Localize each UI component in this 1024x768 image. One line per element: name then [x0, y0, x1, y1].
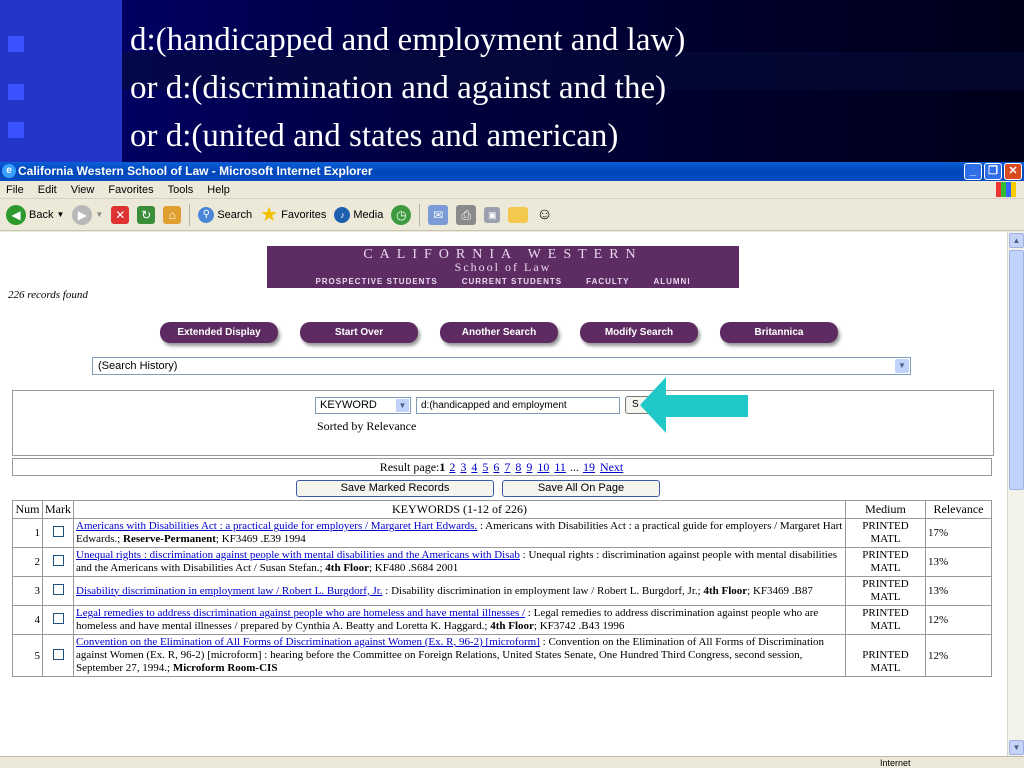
row-keywords — [74, 577, 846, 606]
search-panel — [12, 390, 994, 456]
col-relevance: Relevance — [926, 501, 992, 519]
banner-nav — [267, 277, 739, 286]
page-link[interactable]: 9 — [526, 460, 533, 474]
record-title-link[interactable]: Convention on the Elimination of All Forms of Discrimination against Women (Ex. R, 96-2) [microform] — [76, 636, 540, 648]
row-num: 3 — [13, 577, 43, 606]
page-ellipsis: ... — [569, 460, 579, 474]
save-buttons — [296, 480, 660, 497]
row-num: 5 — [13, 635, 43, 677]
dropdown-arrow-icon[interactable]: ▼ — [95, 210, 104, 219]
record-location: Microform Room-CIS — [172, 662, 278, 674]
browser-window — [0, 162, 1024, 768]
row-relevance: 12% — [926, 635, 992, 677]
row-mark-cell — [43, 635, 74, 677]
scroll-thumb[interactable] — [1009, 250, 1024, 490]
record-title-link[interactable]: Unequal rights : discrimination against people with mental disabilities and the Americans with Disab — [76, 549, 520, 561]
slide-header — [0, 0, 1024, 162]
col-num: Num — [13, 501, 43, 519]
maximize-button[interactable]: ❐ — [984, 163, 1002, 180]
nav-faculty[interactable]: FACULTY — [586, 277, 630, 286]
britannica-button[interactable]: Britannica — [720, 322, 838, 343]
table-row — [13, 635, 992, 677]
record-call-number: ; KF3469 .E39 1994 — [215, 533, 306, 545]
save-marked-records-button[interactable]: Save Marked Records — [296, 480, 494, 497]
page-link[interactable]: 3 — [460, 460, 467, 474]
page-link[interactable]: 10 — [537, 460, 550, 474]
slide-title-line: or d:(united and states and american) — [130, 118, 619, 154]
record-call-number: ; KF480 .S684 2001 — [369, 562, 459, 574]
row-mark-cell — [43, 577, 74, 606]
toolbar — [0, 199, 1024, 231]
another-search-button[interactable]: Another Search — [440, 322, 558, 343]
row-num: 1 — [13, 519, 43, 548]
row-keywords — [74, 548, 846, 577]
table-row — [13, 519, 992, 548]
mail-icon[interactable]: ✉ — [428, 205, 448, 225]
close-button[interactable]: ✕ — [1004, 163, 1022, 180]
back-arrow-icon: ◀ — [6, 205, 26, 225]
search-history-select[interactable] — [92, 357, 911, 375]
favorites-star-icon: ★ — [260, 204, 279, 226]
record-desc: : Americans with Disabilities Act : a practical guide for employers / Margaret Hart Edwards.; — [76, 520, 843, 545]
table-header-row — [13, 501, 992, 519]
search-field-value: KEYWORD — [320, 399, 377, 411]
window-titlebar[interactable] — [0, 162, 1024, 181]
row-medium: PRINTED MATL — [846, 606, 926, 635]
mark-checkbox[interactable] — [53, 584, 64, 595]
current-page: 1 — [439, 460, 446, 474]
row-relevance: 13% — [926, 577, 992, 606]
result-page-label: Result page: — [379, 460, 440, 474]
menu-view[interactable]: View — [70, 184, 95, 196]
mark-checkbox[interactable] — [53, 613, 64, 624]
slide-title-line: or d:(discrimination and against and the) — [130, 70, 667, 106]
folder-icon[interactable] — [508, 207, 528, 223]
messenger-icon[interactable]: ☺ — [536, 205, 553, 223]
page-link[interactable]: 6 — [493, 460, 500, 474]
page-link[interactable]: 4 — [471, 460, 478, 474]
forward-arrow-icon: ▶ — [72, 205, 92, 225]
back-label: Back — [29, 208, 54, 221]
results-table — [12, 500, 992, 677]
menu-bar — [0, 181, 1024, 199]
search-history-value: (Search History) — [98, 360, 178, 372]
menu-edit[interactable]: Edit — [37, 184, 57, 196]
status-bar — [0, 756, 1024, 768]
mark-checkbox[interactable] — [53, 555, 64, 566]
start-over-button[interactable]: Start Over — [300, 322, 418, 343]
slide-decoration-square — [8, 84, 24, 100]
record-desc: : Disability discrimination in employment law / Robert L. Burgdorf, Jr.; — [382, 584, 704, 597]
slide-title-line: d:(handicapped and employment and law) — [130, 22, 686, 58]
record-desc: : Unequal rights : discrimination against people with mental disabilities and the Americans with Disabilities Act / Susan Stefan.; — [76, 549, 837, 574]
row-relevance: 12% — [926, 606, 992, 635]
row-medium: PRINTED MATL — [846, 519, 926, 548]
menu-tools[interactable]: Tools — [167, 184, 194, 196]
stop-icon[interactable]: ✕ — [111, 206, 129, 224]
page-link[interactable]: 2 — [449, 460, 456, 474]
edit-icon[interactable]: ▣ — [484, 207, 500, 223]
record-call-number: ; KF3742 .B43 1996 — [533, 620, 625, 632]
records-found: 226 records found — [8, 289, 88, 301]
record-call-number: ; KF3469 .B87 — [747, 584, 813, 597]
record-title-link[interactable]: Legal remedies to address discrimination against people who are homeless and have mental illnesses / — [76, 607, 526, 619]
row-num: 4 — [13, 606, 43, 635]
search-label: Search — [217, 208, 253, 221]
col-medium: Medium — [846, 501, 926, 519]
favorites-button[interactable] — [260, 202, 326, 227]
vertical-scrollbar[interactable] — [1007, 232, 1024, 756]
menu-file[interactable]: File — [6, 184, 24, 196]
row-relevance: 13% — [926, 548, 992, 577]
search-button[interactable] — [198, 207, 252, 223]
extended-display-button[interactable]: Extended Display — [160, 322, 278, 343]
row-mark-cell — [43, 606, 74, 635]
save-all-on-page-button[interactable]: Save All On Page — [502, 480, 660, 497]
slide-title — [130, 16, 685, 160]
pointer-arrow-icon — [640, 377, 750, 433]
slide-decoration-square — [8, 36, 24, 52]
row-mark-cell — [43, 519, 74, 548]
row-medium: PRINTED MATL — [846, 548, 926, 577]
col-keywords: KEYWORDS (1-12 of 226) — [74, 501, 846, 519]
search-submit-button[interactable]: S — [625, 396, 665, 414]
chevron-down-icon[interactable]: ▼ — [396, 399, 409, 412]
table-row — [13, 548, 992, 577]
minimize-button[interactable]: _ — [964, 163, 982, 180]
toolbar-separator — [189, 204, 190, 226]
media-label: Media — [353, 208, 384, 221]
forward-button[interactable] — [72, 205, 103, 225]
search-icon: ⚲ — [198, 207, 214, 223]
home-icon[interactable]: ⌂ — [163, 206, 181, 224]
media-icon: ♪ — [334, 207, 350, 223]
media-button[interactable] — [334, 207, 383, 223]
slide-decoration-square — [8, 122, 24, 138]
mark-checkbox[interactable] — [53, 526, 64, 537]
scroll-down-icon[interactable]: ▼ — [1009, 740, 1024, 755]
record-desc: : Legal remedies to address discrimination against people who are homeless and have mental illnesses / prepared by Cynthia A. Beatty and Loretta K. Haggard.; — [76, 607, 819, 632]
page-viewport — [0, 232, 1007, 756]
result-pagination — [12, 458, 992, 476]
nav-current-students[interactable]: CURRENT STUDENTS — [461, 277, 563, 286]
record-location: 4th Floor — [703, 584, 748, 597]
row-keywords — [74, 519, 846, 548]
status-zone: Internet — [880, 758, 911, 768]
nav-alumni[interactable]: ALUMNI — [653, 277, 691, 286]
record-location: Reserve-Permanent — [123, 533, 216, 545]
dropdown-arrow-icon[interactable]: ▼ — [56, 210, 65, 219]
action-buttons — [160, 322, 838, 343]
mark-checkbox[interactable] — [53, 649, 64, 660]
page-link[interactable]: 7 — [504, 460, 511, 474]
page-link[interactable]: 8 — [515, 460, 522, 474]
row-medium: PRINTED MATL — [846, 577, 926, 606]
record-title-link[interactable]: Americans with Disabilities Act : a practical guide for employers / Margaret Hart Edwards. — [76, 520, 478, 532]
windows-flag-icon — [996, 182, 1016, 197]
record-title-link[interactable]: Disability discrimination in employment law / Robert L. Burgdorf, Jr. — [76, 584, 383, 597]
scroll-up-icon[interactable]: ▲ — [1009, 233, 1024, 248]
row-keywords — [74, 635, 846, 677]
back-button[interactable] — [6, 205, 64, 225]
page-link[interactable]: 5 — [482, 460, 489, 474]
sort-info: Sorted by Relevance — [317, 419, 417, 433]
table-row — [13, 577, 992, 606]
modify-search-button[interactable]: Modify Search — [580, 322, 698, 343]
search-input[interactable]: d:(handicapped and employment — [416, 397, 620, 414]
history-icon[interactable]: ◷ — [391, 205, 411, 225]
ie-logo-icon: e — [2, 164, 16, 178]
nav-prospective-students[interactable]: PROSPECTIVE STUDENTS — [315, 277, 438, 286]
row-medium: PRINTED MATL — [846, 635, 926, 677]
col-mark: Mark — [43, 501, 74, 519]
next-page-link[interactable]: Next — [599, 460, 624, 474]
row-keywords — [74, 606, 846, 635]
record-location: 4th Floor — [490, 620, 534, 632]
window-controls — [964, 163, 1022, 180]
menu-favorites[interactable]: Favorites — [108, 184, 154, 196]
banner-line2: School of Law — [454, 260, 552, 274]
page-link[interactable]: 11 — [554, 460, 566, 474]
print-icon[interactable]: ⎙ — [456, 205, 476, 225]
refresh-icon[interactable]: ↻ — [137, 206, 155, 224]
chevron-down-icon[interactable]: ▼ — [895, 359, 909, 373]
row-num: 2 — [13, 548, 43, 577]
page-link[interactable]: 19 — [582, 460, 595, 474]
search-field-select[interactable] — [315, 397, 411, 414]
menu-help[interactable]: Help — [207, 184, 230, 196]
record-desc: : Convention on the Elimination of All Forms of Discrimination against Women (Ex. R, 96-2) [microform] : hearing before the Committee on Foreign Relations, United States Senate, One Hundred Third Congress, second session, September 27, 1994.; — [76, 636, 825, 674]
banner-line1: CALIFORNIA WESTERN — [363, 247, 643, 262]
window-title: California Western School of Law - Microsoft Internet Explorer — [18, 164, 373, 178]
row-relevance: 17% — [926, 519, 992, 548]
table-row — [13, 606, 992, 635]
row-mark-cell — [43, 548, 74, 577]
toolbar-separator — [419, 204, 420, 226]
school-banner — [267, 246, 739, 288]
record-location: 4th Floor — [325, 562, 369, 574]
favorites-label: Favorites — [281, 208, 327, 221]
